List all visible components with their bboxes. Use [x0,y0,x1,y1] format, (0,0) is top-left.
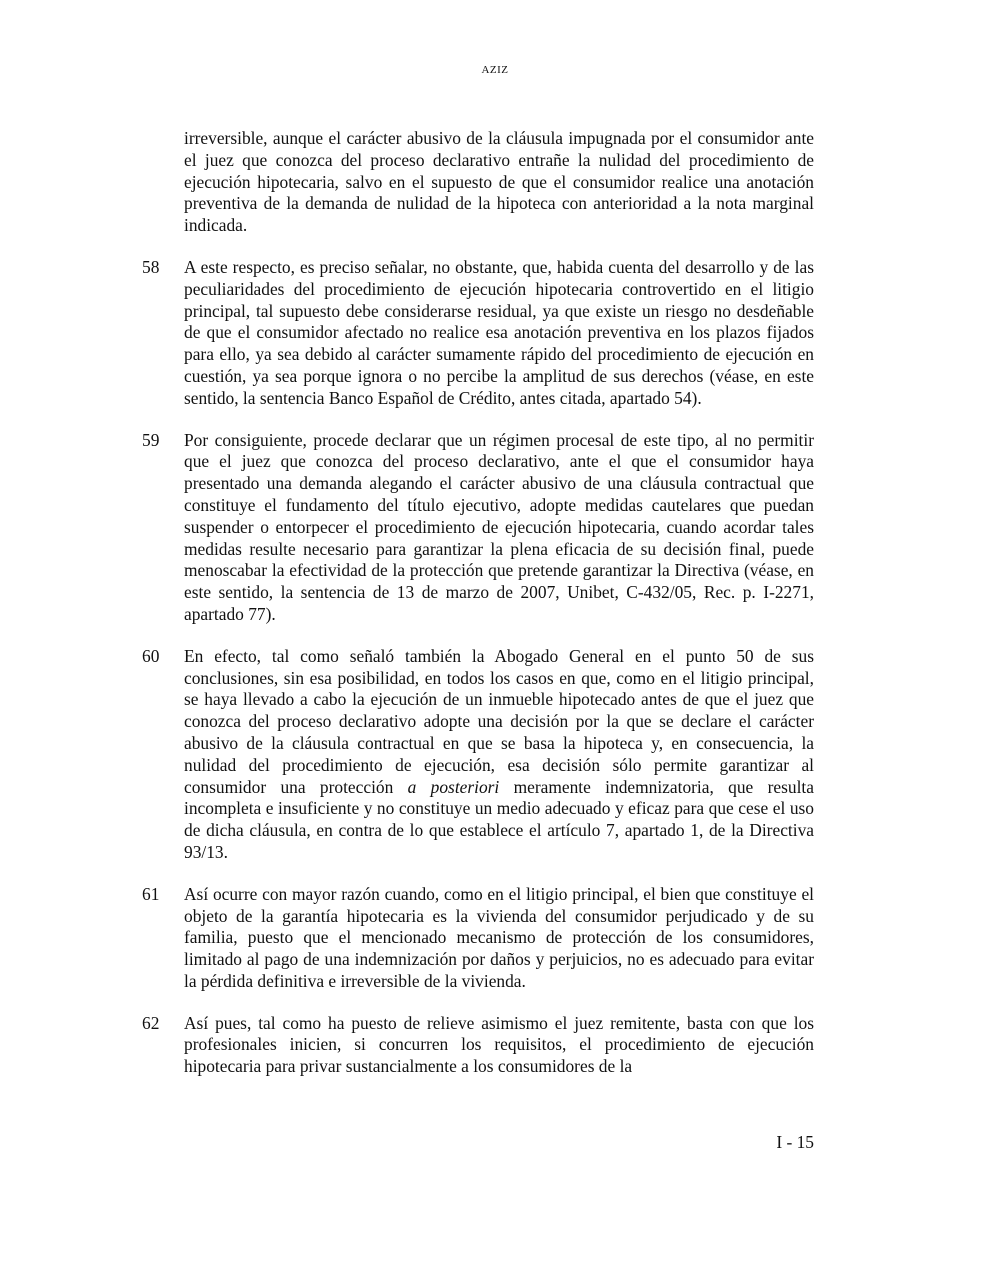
paragraph-text-part: En efecto, tal como señaló también la Abogado General en el punto 50 de sus conclusiones, sin esa posibilidad, en todos los casos en que, como en el litigio principal, se haya llevado a cabo la ejecución de un inmueble hipotecado antes de que el juez que conozca del proceso declarativo adopte una decisión por la que se declare el carácter abusivo de la cláusula contractual en que se basa la hipoteca y, en consecuencia, la nulidad del procedimiento de ejecución, esa decisión sólo permite garantizar al consumidor una protección [184,645,814,797]
paragraph-text-part: meramente indemnizatoria, que resulta incompleta e insuficiente y no constituye un medio adecuado y eficaz para que cese el uso de dicha cláusula, en contra de lo que establece el artículo 7, apartado 1, de la Directiva 93/13. [184,776,814,862]
running-header: AZIZ [481,64,509,76]
paragraph-text: Así ocurre con mayor razón cuando, como en el litigio principal, el bien que constituye el objeto de la garantía hipotecaria es la vivienda del consumidor perjudicado y de su familia, puesto que el mencionado mecanismo de protección de los consumidores, limitado al pago de una indemnización por daños y perjuicios, no es adecuado para evitar la pérdida definitiva e irreversible de la vivienda. [184,883,814,991]
paragraph-number: 59 [142,429,160,450]
paragraph-59 [142,430,814,626]
paragraph-number: 62 [142,1012,160,1033]
document-body [142,128,814,1098]
paragraph-62 [142,1013,814,1078]
paragraph-text: irreversible, aunque el carácter abusivo de la cláusula impugnada por el consumidor ante el juez que conozca del proceso declarativo entrañe la nulidad del procedimiento de ejecución hipotecaria, salvo en el supuesto de que el consumidor realice una anotación preventiva de la demanda de nulidad de la hipoteca con anterioridad a la nota marginal indicada. [184,128,814,236]
paragraph-number: 60 [142,645,160,666]
paragraph-number: 61 [142,883,160,904]
page-number: I - 15 [776,1132,814,1152]
paragraph-58 [142,257,814,410]
paragraph-continuation [142,128,814,237]
paragraph-number: 58 [142,256,160,277]
paragraph-text [184,646,814,864]
paragraph-text: A este respecto, es preciso señalar, no obstante, que, habida cuenta del desarrollo y de las peculiaridades del procedimiento de ejecución hipotecaria controvertido en el litigio principal, tal supuesto debe considerarse residual, ya que existe un riesgo no desdeñable de que el consumidor afectado no realice esa anotación preventiva en los plazos fijados para ello, ya sea debido al carácter sumamente rápido del procedimiento de ejecución en cuestión, ya sea porque ignora o no percibe la amplitud de sus derechos (véase, en este sentido, la sentencia Banco Español de Crédito, antes citada, apartado 54). [184,256,814,408]
paragraph-text: Así pues, tal como ha puesto de relieve asimismo el juez remitente, basta con que los profesionales inicien, si concurren los requisitos, el procedimiento de ejecución hipotecaria para privar sustancialmente a los consumidores de la [184,1012,814,1077]
italic-term: a posteriori [407,776,500,797]
paragraph-61 [142,884,814,993]
paragraph-text: Por consiguiente, procede declarar que un régimen procesal de este tipo, al no permitir que el juez que conozca del proceso declarativo, ante el que el consumidor haya presentado una demanda alegando el carácter abusivo de una cláusula contractual que constituye el fundamento del título ejecutivo, adopte medidas cautelares que puedan suspender o entorpecer el procedimiento de ejecución hipotecaria, cuando acordar tales medidas resulte necesario para garantizar la plena eficacia de su decisión final, puede menoscabar la efectividad de la protección que pretende garantizar la Directiva (véase, en este sentido, la sentencia de 13 de marzo de 2007, Unibet, C-432/05, Rec. p. I-2271, apartado 77). [184,429,814,624]
paragraph-60 [142,646,814,864]
